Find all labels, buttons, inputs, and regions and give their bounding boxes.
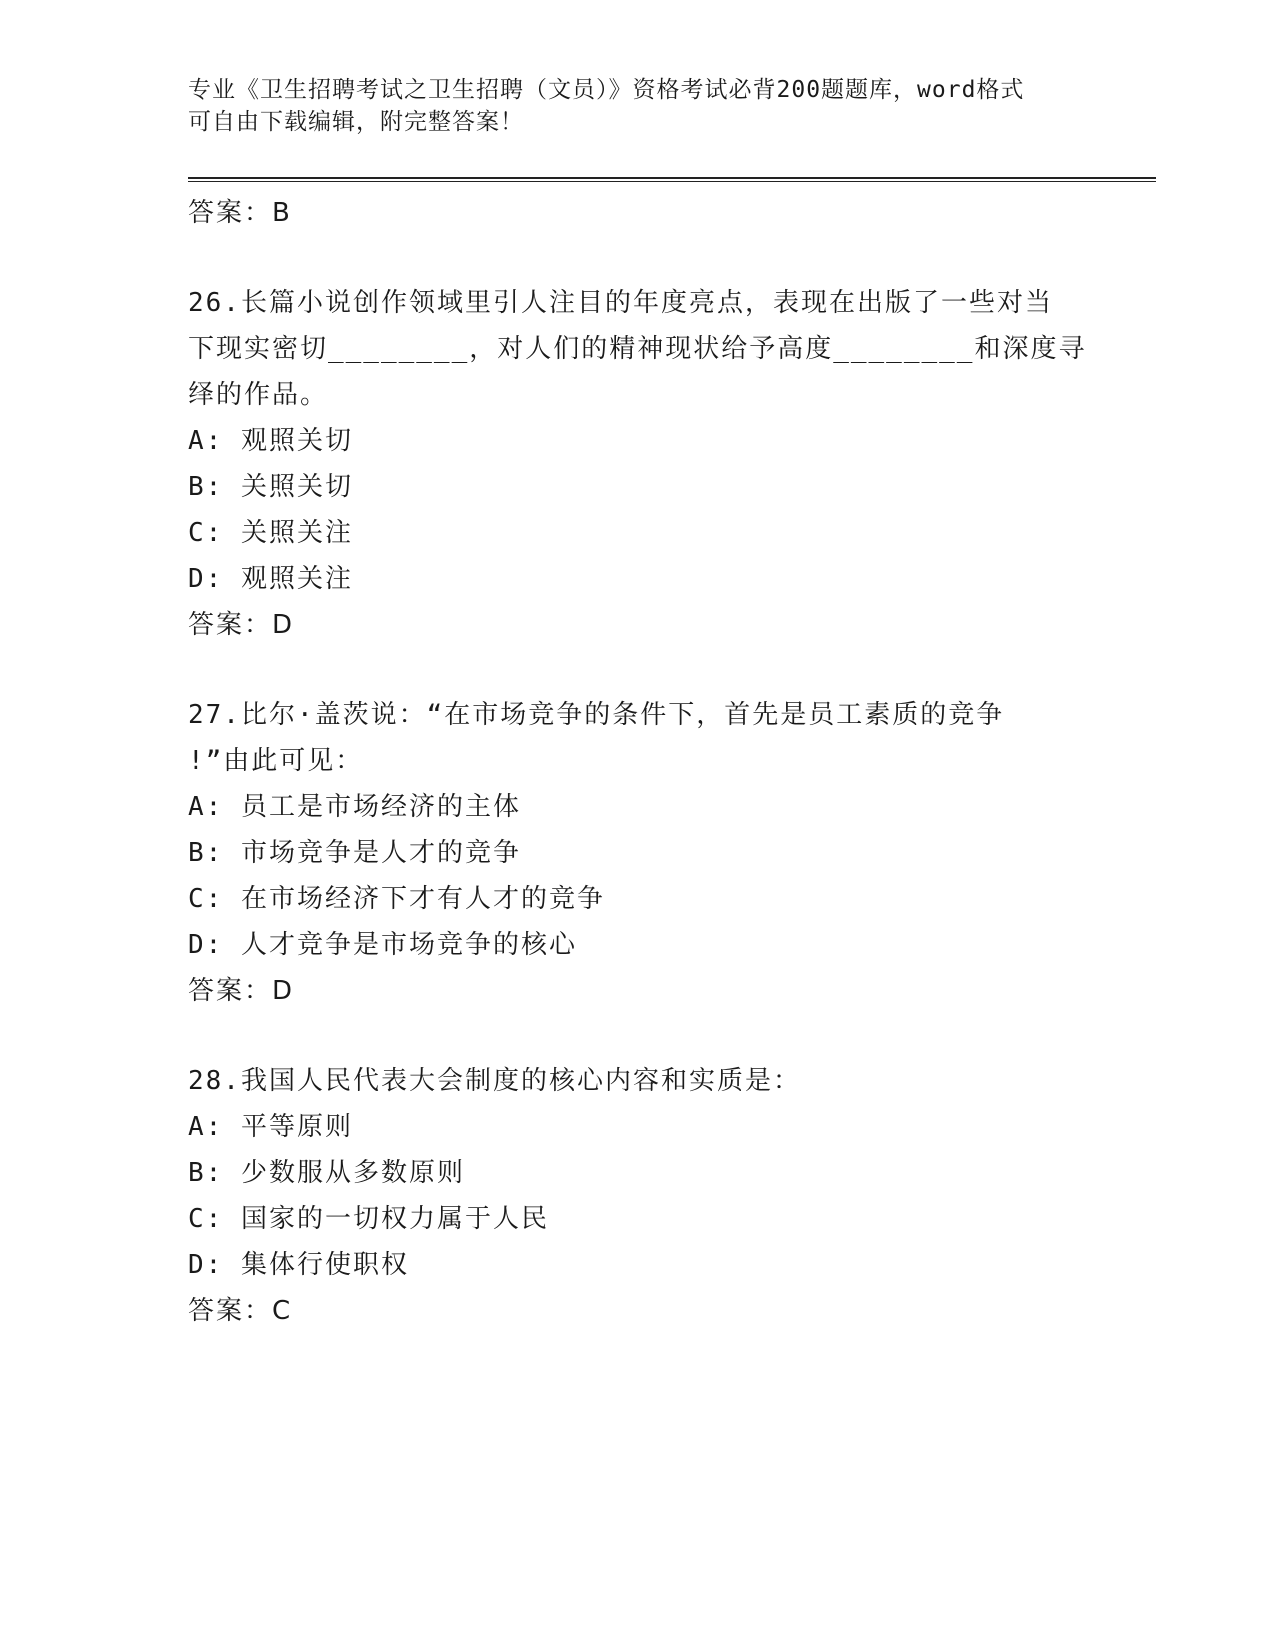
header-divider — [188, 177, 1156, 182]
option-a: A: 观照关切 — [188, 426, 353, 456]
option-c: C: 在市场经济下才有人才的竞争 — [188, 884, 605, 914]
question-text-line: 28.我国人民代表大会制度的核心内容和实质是： — [188, 1066, 801, 1096]
question-text-line: 26.长篇小说创作领域里引人注目的年度亮点，表现在出版了一些对当 — [188, 288, 1053, 318]
question-text-line: 下现实密切________，对人们的精神现状给予高度________和深度寻 — [188, 334, 1087, 364]
question-28 — [188, 1058, 1088, 1334]
header-line-1: 专业《卫生招聘考试之卫生招聘（文员）》资格考试必背200题题库，word格式 — [188, 77, 1025, 103]
previous-answer: 答案：B — [188, 198, 292, 228]
option-c: C: 国家的一切权力属于人民 — [188, 1204, 549, 1234]
header-line-2: 可自由下载编辑，附完整答案！ — [188, 109, 524, 135]
answer: 答案：D — [188, 610, 295, 640]
question-text-line: !”由此可见： — [188, 746, 364, 776]
option-d: D: 观照关注 — [188, 564, 353, 594]
option-b: B: 关照关切 — [188, 472, 353, 502]
document-header — [188, 74, 1068, 138]
option-d: D: 人才竞争是市场竞争的核心 — [188, 930, 577, 960]
question-27 — [188, 692, 1088, 1014]
question-text-line: 27.比尔·盖茨说：“在市场竞争的条件下，首先是员工素质的竞争 — [188, 700, 1005, 730]
option-a: A: 员工是市场经济的主体 — [188, 792, 521, 822]
answer: 答案：C — [188, 1296, 293, 1326]
option-d: D: 集体行使职权 — [188, 1250, 409, 1280]
option-b: B: 市场竞争是人才的竞争 — [188, 838, 521, 868]
answer: 答案：D — [188, 976, 295, 1006]
question-list — [188, 190, 1088, 1334]
option-c: C: 关照关注 — [188, 518, 353, 548]
option-a: A: 平等原则 — [188, 1112, 353, 1142]
question-26 — [188, 280, 1088, 648]
question-text-line: 绎的作品。 — [188, 380, 329, 410]
option-b: B: 少数服从多数原则 — [188, 1158, 465, 1188]
